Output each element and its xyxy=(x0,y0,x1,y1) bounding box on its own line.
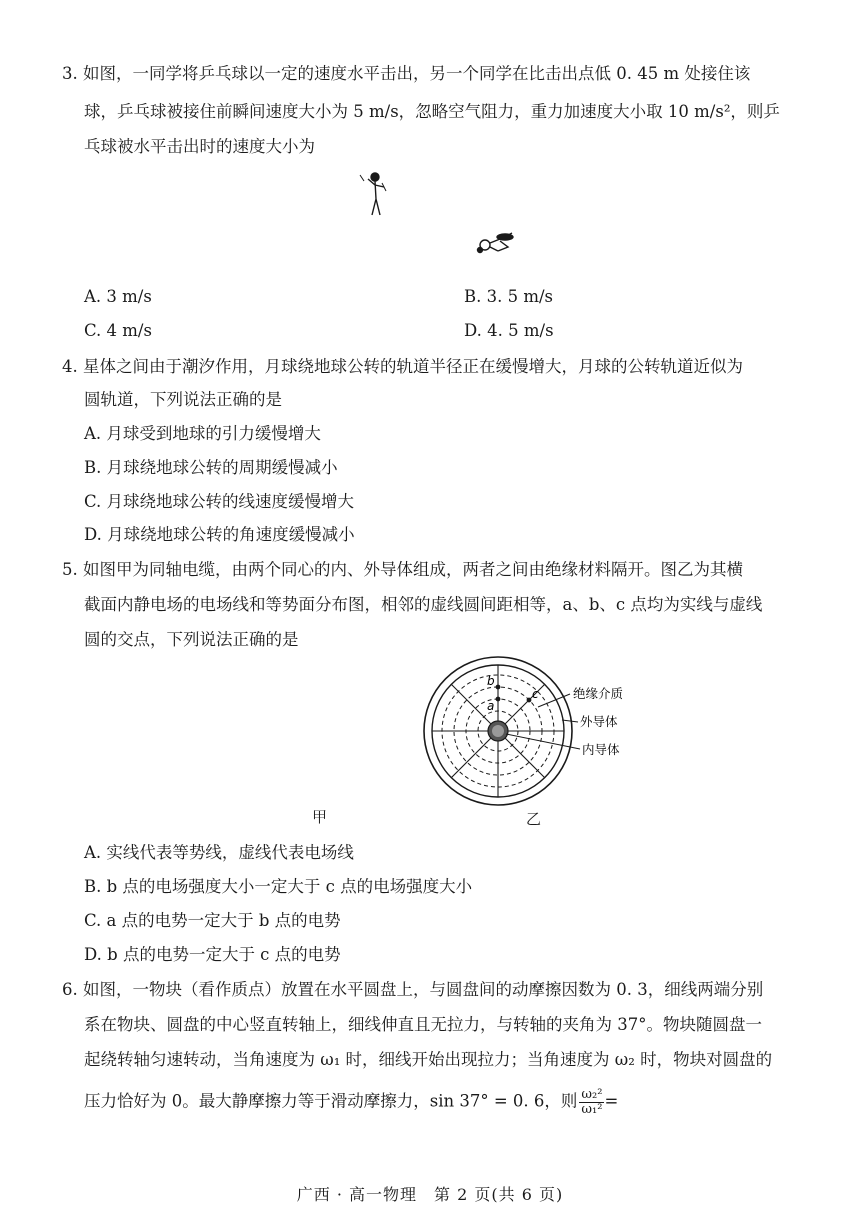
q6-equals: = xyxy=(604,1091,619,1111)
omega-ratio-fraction xyxy=(579,1088,604,1116)
catcher-figure-icon xyxy=(478,233,514,253)
q4-option-d: D. 月球绕地球公转的角速度缓慢减小 xyxy=(84,525,355,544)
q4-line-1: 4. 星体之间由于潮汐作用，月球绕地球公转的轨道半径正在缓慢增大，月球的公转轨道近似为 xyxy=(62,357,743,376)
q6-line-4 xyxy=(84,1088,618,1116)
q3-line-3: 乓球被水平击出时的速度大小为 xyxy=(84,137,315,156)
label-insulator: 绝缘介质 xyxy=(573,686,624,701)
q3-line-2: 球，乒乓球被接住前瞬间速度大小为 5 m/s，忽略空气阻力，重力加速度大小取 10 m/s²，则乒 xyxy=(84,102,780,121)
label-inner-conductor: 内导体 xyxy=(582,742,620,757)
label-outer-conductor: 外导体 xyxy=(580,714,618,729)
q3-line-1: 3. 如图，一同学将乒乓球以一定的速度水平击出，另一个同学在比击出点低 0. 45 m 处接住该 xyxy=(62,64,751,83)
caption-jia: 甲 xyxy=(312,808,328,826)
q4-option-b: B. 月球绕地球公转的周期缓慢减小 xyxy=(84,458,338,477)
caption-yi: 乙 xyxy=(526,810,542,828)
q4-line-2: 圆轨道，下列说法正确的是 xyxy=(84,390,282,409)
q3-option-b: B. 3. 5 m/s xyxy=(464,287,554,306)
q3-option-a: A. 3 m/s xyxy=(84,287,152,306)
fraction-numerator: ω₂² xyxy=(581,1087,603,1102)
q5-option-d: D. b 点的电势一定大于 c 点的电势 xyxy=(84,945,341,964)
q5-option-c: C. a 点的电势一定大于 b 点的电势 xyxy=(84,911,341,930)
q3-figure-players xyxy=(340,165,540,265)
point-b-label: b xyxy=(487,674,495,688)
q5-option-a: A. 实线代表等势线，虚线代表电场线 xyxy=(84,843,354,862)
q5-line-3: 圆的交点，下列说法正确的是 xyxy=(84,630,299,649)
q6-line-4-text: 压力恰好为 0。最大静摩擦力等于滑动摩擦力，sin 37° = 0. 6，则 xyxy=(84,1091,578,1111)
q3-option-c: C. 4 m/s xyxy=(84,321,152,340)
fraction-denominator: ω₁² xyxy=(581,1101,603,1117)
q5-option-b: B. b 点的电场强度大小一定大于 c 点的电场强度大小 xyxy=(84,877,473,896)
q4-option-c: C. 月球绕地球公转的线速度缓慢增大 xyxy=(84,492,355,511)
hitter-figure-icon xyxy=(360,173,386,215)
q4-option-a: A. 月球受到地球的引力缓慢增大 xyxy=(84,424,321,443)
q6-line-1: 6. 如图，一物块（看作质点）放置在水平圆盘上，与圆盘间的动摩擦因数为 0. 3，细线两端分别 xyxy=(62,980,764,999)
q6-line-2: 系在物块、圆盘的中心竖直转轴上，细线伸直且无拉力，与转轴的夹角为 37°。物块随圆盘一 xyxy=(84,1015,762,1034)
q6-line-3: 起绕转轴匀速转动，当角速度为 ω₁ 时，细线开始出现拉力；当角速度为 ω₂ 时，物块对圆盘的 xyxy=(84,1050,773,1069)
q5-line-2: 截面内静电场的电场线和等势面分布图，相邻的虚线圆间距相等，a、b、c 点均为实线与虚线 xyxy=(84,595,763,614)
page-footer: 广西 · 高一物理 第 2 页(共 6 页) xyxy=(296,1185,564,1204)
point-a-label: a xyxy=(487,699,495,713)
q5-figure-cable-cross-section xyxy=(420,652,680,822)
q5-line-1: 5. 如图甲为同轴电缆，由两个同心的内、外导体组成，两者之间由绝缘材料隔开。图乙为其横 xyxy=(62,560,743,579)
point-c-label: c xyxy=(532,687,539,701)
q3-option-d: D. 4. 5 m/s xyxy=(464,321,554,340)
